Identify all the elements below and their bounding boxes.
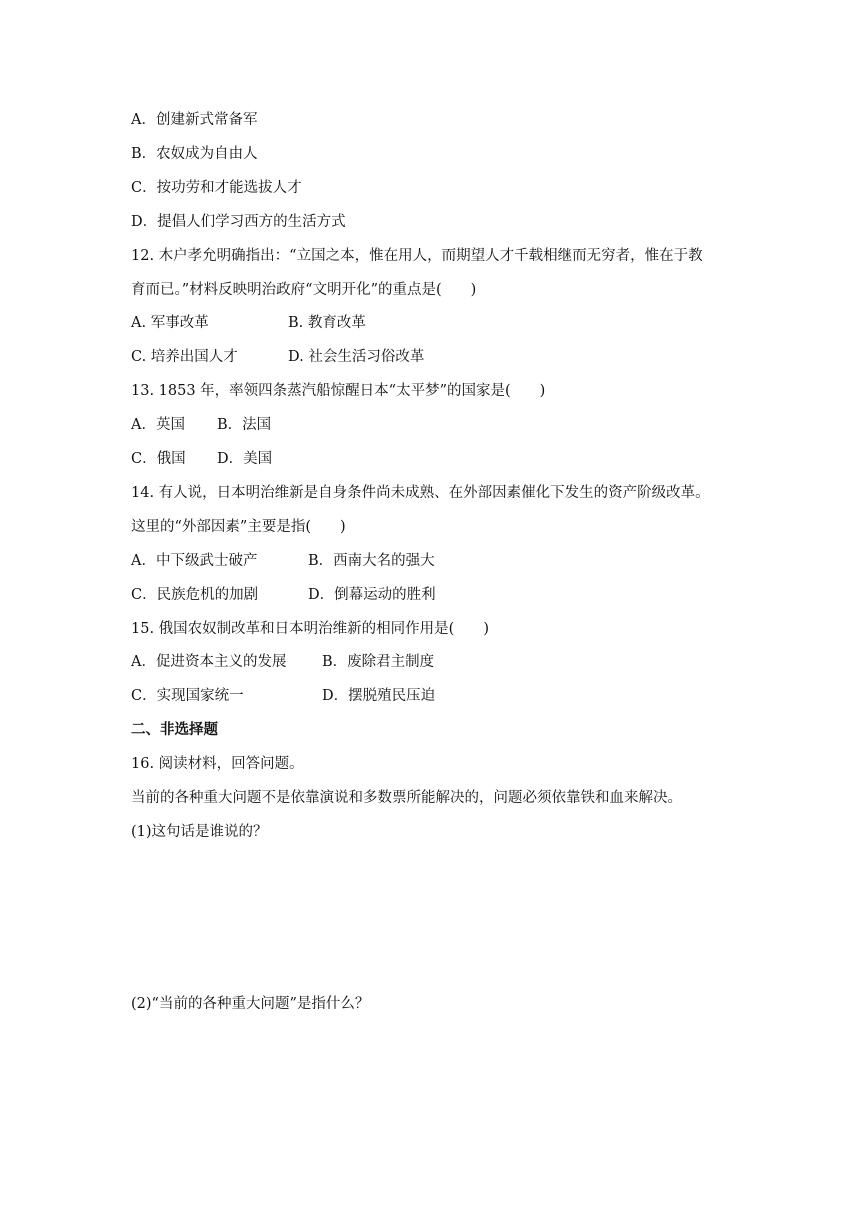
q12-stem-line2: 育而已。”材料反映明治政府“文明开化”的重点是( ) [131,282,477,298]
q13-option-c: C．俄国 [131,451,186,467]
q15-option-a: A．促进资本主义的发展 [131,654,287,670]
q12-stem-line1: 12. 木户孝允明确指出：“立国之本，惟在用人，而期望人才千载相继而无穷者，惟在于教 [131,248,703,264]
q16-subquestion-1: (1)这句话是谁说的？ [131,824,268,840]
q13-stem: 13. 1853 年，率领四条蒸汽船惊醒日本“太平梦”的国家是( ) [131,383,546,399]
q13-option-a: A．英国 [131,417,185,433]
q12-option-d: D. 社会生活习俗改革 [288,349,425,365]
q14-option-d: D．倒幕运动的胜利 [308,587,436,603]
q12-option-a: A. 军事改革 [131,315,209,331]
q14-stem-line1: 14. 有人说，日本明治维新是自身条件尚未成熟、在外部因素催化下发生的资产阶级改革。 [131,485,710,501]
q16-stem: 16. 阅读材料，回答问题。 [131,756,304,772]
section-heading: 二、非选择题 [131,721,218,738]
q14-option-c: C．民族危机的加剧 [131,587,259,603]
q13-option-d: D．美国 [217,451,273,467]
q15-option-c: C．实现国家统一 [131,688,244,704]
q16-material: 当前的各种重大问题不是依靠演说和多数票所能解决的，问题必须依靠铁和血来解决。 [131,790,682,806]
q14-option-b: B．西南大名的强大 [308,553,435,569]
q11-option-c: C．按功劳和才能选拔人才 [131,180,302,196]
q12-option-b: B. 教育改革 [288,315,366,331]
q15-option-b: B．废除君主制度 [322,654,435,670]
q12-option-c: C. 培养出国人才 [131,349,238,365]
q11-option-d: D．提倡人们学习西方的生活方式 [131,214,346,230]
q14-option-a: A．中下级武士破产 [131,553,258,569]
q15-option-d: D．摆脱殖民压迫 [322,688,436,704]
q16-subquestion-2: (2)“当前的各种重大问题”是指什么？ [131,996,370,1012]
q15-stem: 15. 俄国农奴制改革和日本明治维新的相同作用是( ) [131,621,489,637]
q11-option-b: B．农奴成为自由人 [131,146,258,162]
q11-option-a: A．创建新式常备军 [131,112,258,128]
q13-option-b: B．法国 [217,417,272,433]
q14-stem-line2: 这里的“外部因素”主要是指( ) [131,519,346,535]
